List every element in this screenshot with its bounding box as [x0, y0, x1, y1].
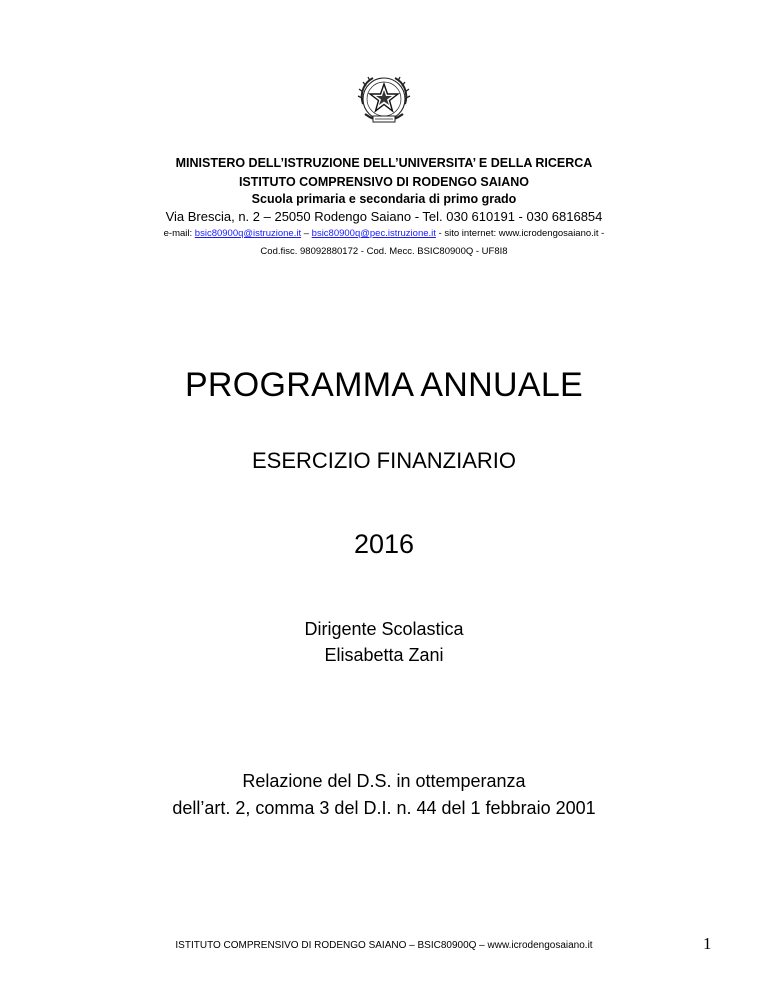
- republic-emblem-icon: [353, 72, 415, 128]
- ministry-name: MINISTERO DELL’ISTRUZIONE DELL’UNIVERSITA’ E DELLA RICERCA: [175, 156, 593, 170]
- signatory-block: [0, 616, 768, 668]
- letterhead: [0, 154, 768, 262]
- address-line: Via Brescia, n. 2 – 25050 Rodengo Saiano - Tel. 030 610191 - 030 6816854: [165, 209, 603, 224]
- pec-email-link[interactable]: bsic80900q@pec.istruzione.it: [311, 228, 436, 239]
- signatory-role: Dirigente Scolastica: [304, 619, 464, 639]
- email-label: e-mail:: [163, 228, 195, 239]
- document-title: PROGRAMMA ANNUALE: [184, 366, 584, 404]
- report-description-line-2: dell’art. 2, comma 3 del D.I. n. 44 del 1 febbraio 2001: [172, 798, 596, 818]
- fiscal-codes: Cod.fisc. 98092880172 - Cod. Mecc. BSIC80900Q - UF8I8: [260, 246, 508, 257]
- report-description-line-1: Relazione del D.S. in ottemperanza: [242, 771, 526, 791]
- email-link[interactable]: bsic80900q@istruzione.it: [194, 228, 302, 239]
- report-description: [0, 768, 768, 822]
- page-number: 1: [703, 934, 712, 953]
- document-subtitle: ESERCIZIO FINANZIARIO: [251, 448, 517, 473]
- school-type: Scuola primaria e secondaria di primo grado: [251, 192, 517, 206]
- institute-name: ISTITUTO COMPRENSIVO DI RODENGO SAIANO: [238, 175, 530, 189]
- email-separator: –: [301, 228, 312, 239]
- fiscal-year: 2016: [353, 529, 415, 559]
- page-footer: ISTITUTO COMPRENSIVO DI RODENGO SAIANO – BSIC80900Q – www.icrodengosaiano.it: [175, 940, 593, 951]
- signatory-name: Elisabetta Zani: [324, 645, 444, 665]
- website-text: - sito internet: www.icrodengosaiano.it -: [435, 228, 605, 239]
- contact-line: [0, 226, 768, 242]
